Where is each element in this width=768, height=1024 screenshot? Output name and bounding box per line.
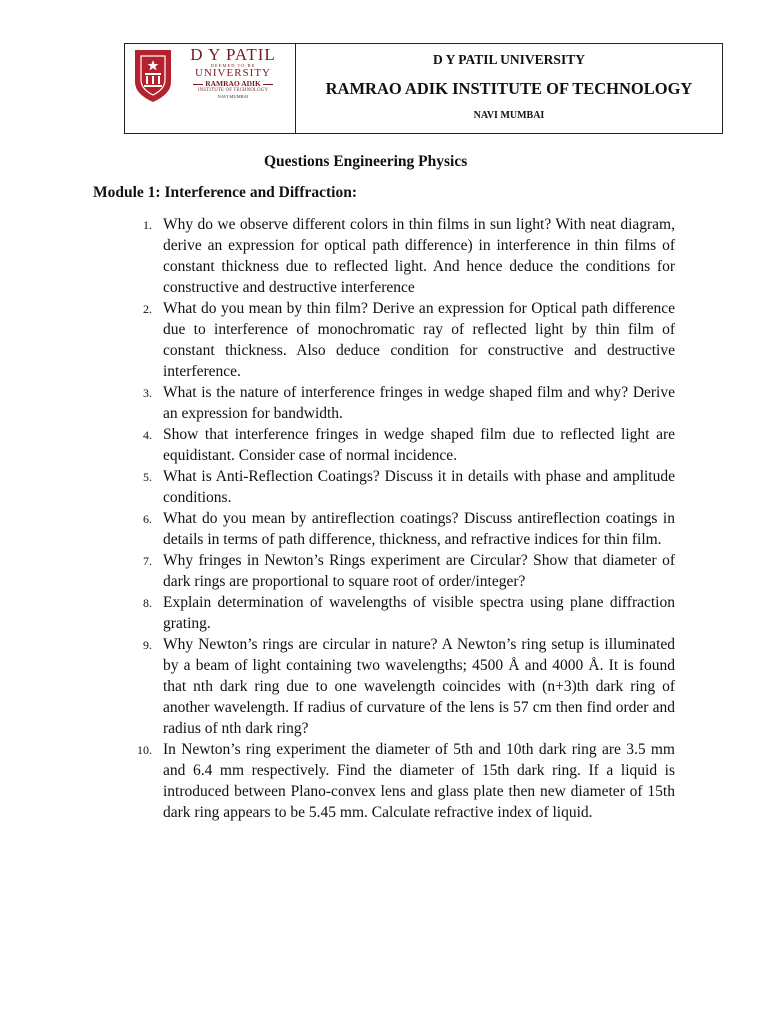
question-text: Why do we observe different colors in thin films in sun light? With neat diagram, derive an expression for optical path difference) in interference in thin films of constant thickness due to reflected light. And hence deduce the conditions for constructive and destructive interference	[163, 216, 675, 296]
question-text: What do you mean by thin film? Derive an expression for Optical path difference due to interference of monochromatic ray of reflected light by thin film of constant thickness. Also deduce condition for constructive and destructive interference.	[163, 300, 675, 380]
question-number: 3.	[143, 386, 152, 400]
question-item	[130, 634, 675, 739]
question-list	[130, 214, 675, 823]
question-number: 8.	[143, 596, 152, 610]
question-item	[130, 466, 675, 508]
university-name: D Y PATIL UNIVERSITY	[433, 52, 585, 67]
question-number: 2.	[143, 302, 152, 316]
logo-wordmark	[175, 46, 291, 100]
logo-line-ramrao: RAMRAO ADIK	[175, 79, 291, 88]
header-table	[124, 43, 723, 134]
institute-name: RAMRAO ADIK INSTITUTE OF TECHNOLOGY	[325, 79, 693, 98]
question-text: Show that interference fringes in wedge shaped film due to reflected light are equidistant. Consider case of normal incidence.	[163, 426, 675, 464]
question-number: 1.	[143, 218, 152, 232]
logo-line-university: UNIVERSITY	[195, 67, 271, 79]
question-text: Explain determination of wavelengths of visible spectra using plane diffraction grating.	[163, 594, 675, 632]
question-text: What do you mean by antireflection coatings? Discuss antireflection coatings in details in terms of path difference, thickness, and refractive indices for thin film.	[163, 510, 675, 548]
question-number: 4.	[143, 428, 152, 442]
question-item	[130, 424, 675, 466]
logo-line-institute: INSTITUTE OF TECHNOLOGY	[197, 88, 269, 93]
logo-line-dy-patil: D Y PATIL	[190, 45, 276, 64]
title-cell	[296, 44, 722, 133]
city-name: NAVI MUMBAI	[473, 110, 545, 121]
question-number: 6.	[143, 512, 152, 526]
logo-line-deemed: DEEMED TO BE	[210, 63, 256, 68]
question-item	[130, 508, 675, 550]
question-text: In Newton’s ring experiment the diameter of 5th and 10th dark ring are 3.5 mm and 6.4 mm respectively. Find the diameter of 15th dark ring. If a liquid is introduced between Plano-convex lens and glass plate then new diameter of 15th dark ring appears to be 5.45 mm. Calculate refractive index of liquid.	[163, 741, 675, 821]
question-text: Why fringes in Newton’s Rings experiment are Circular? Show that diameter of dark rings are proportional to square root of order/integer?	[163, 552, 675, 590]
question-text: What is the nature of interference fringes in wedge shaped film and why? Derive an expression for bandwidth.	[163, 384, 675, 422]
module-heading: Module 1: Interference and Diffraction:	[93, 184, 358, 201]
question-item	[130, 550, 675, 592]
logo-line-navi-mumbai: NAVI MUMBAI	[217, 94, 249, 99]
question-item	[130, 214, 675, 298]
question-number: 9.	[143, 638, 152, 652]
question-item	[130, 592, 675, 634]
question-item	[130, 739, 675, 823]
question-number: 5.	[143, 470, 152, 484]
question-number: 7.	[143, 554, 152, 568]
question-text: Why Newton’s rings are circular in nature? A Newton’s ring setup is illuminated by a beam of light containing two wavelengths; 4500 Å and 4000 Å. It is found that nth dark ring due to one wavelength coincides with (n+3)th dark ring of another wavelength. If radius of curvature of the lens is 57 cm then find order and radius of nth dark ring?	[163, 636, 675, 737]
question-item	[130, 382, 675, 424]
question-number: 10.	[137, 743, 152, 757]
question-item	[130, 298, 675, 382]
logo-cell	[125, 44, 296, 133]
document-title: Questions Engineering Physics	[264, 153, 468, 170]
question-text: What is Anti-Reflection Coatings? Discuss it in details with phase and amplitude conditions.	[163, 468, 675, 506]
university-crest-icon	[133, 48, 173, 104]
